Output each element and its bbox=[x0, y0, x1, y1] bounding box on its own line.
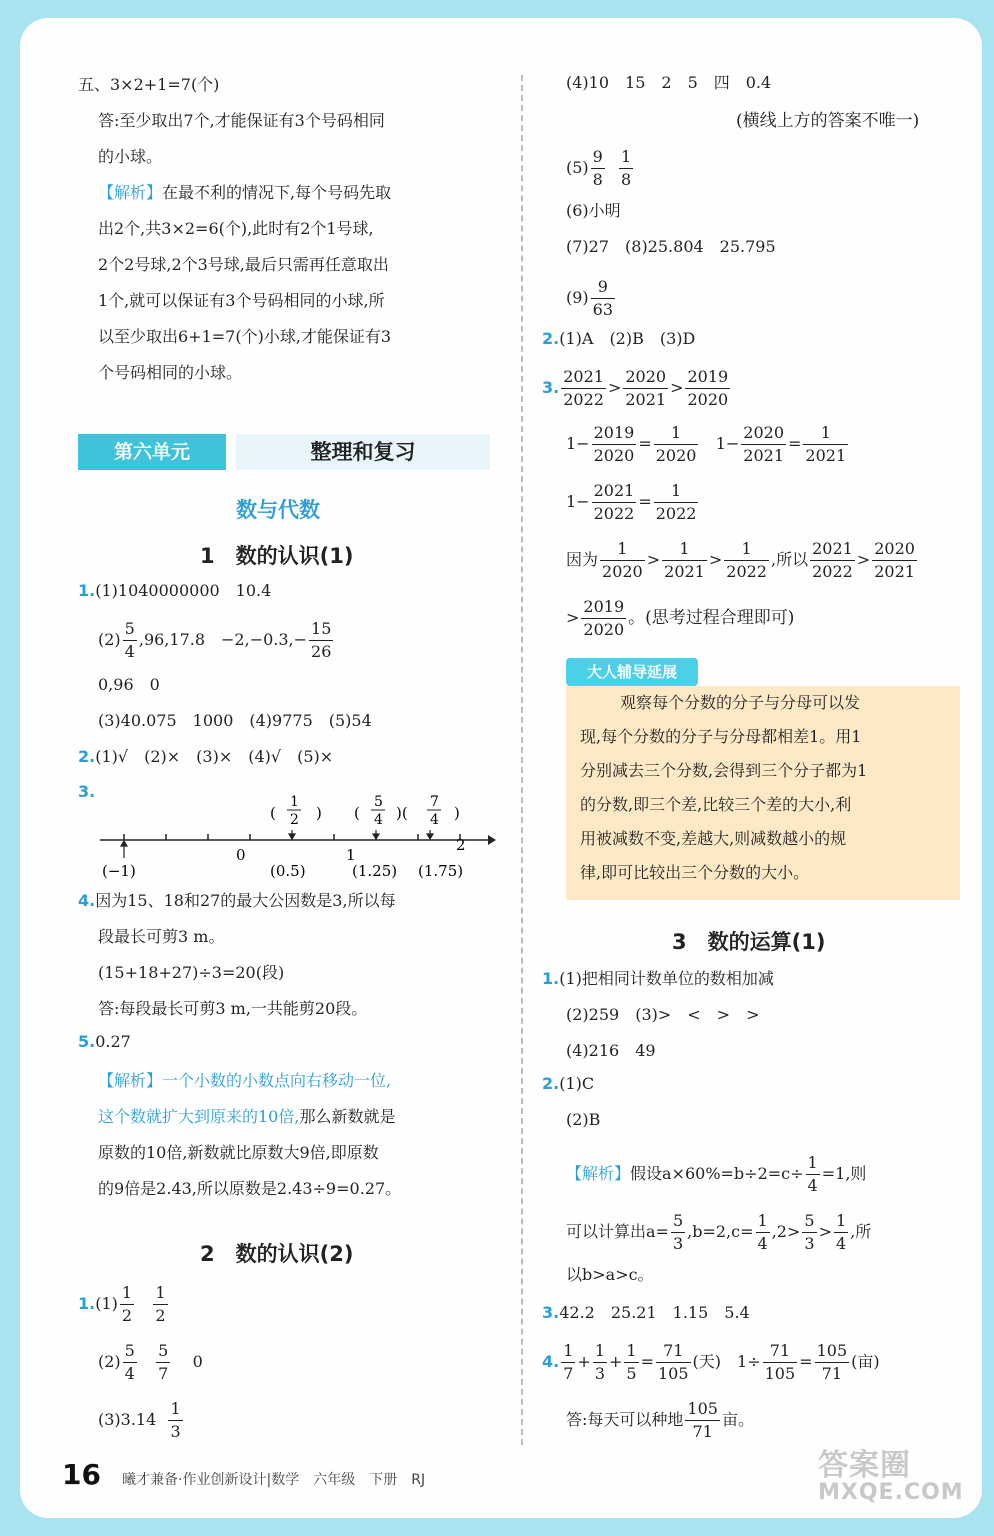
l3-q2-text1: (1)C bbox=[559, 1074, 595, 1093]
fraction-1-2-b: $\frac{1}{2}$ bbox=[155, 1283, 166, 1325]
fraction-1-8: $\frac{1}{8}$ bbox=[621, 147, 632, 189]
fraction-9-63: $\frac{9}{63}$ bbox=[592, 277, 614, 319]
l3-q2-analysis-line3: 以b>a>c。 bbox=[566, 1265, 654, 1284]
fraction-15-26: $\frac{15}{26}$ bbox=[311, 619, 332, 661]
number-line-arrow bbox=[488, 835, 496, 845]
l3-q1-text1: (1)把相同计数单位的数相加减 bbox=[559, 969, 774, 988]
l3-q2-analysis-line2: 可以计算出a= $\frac{5}{3}$ ,b=2,c= $\frac{1}{4}$ ,2> $\frac{5}{3}$ > $\frac{1}{4}$ ,所 bbox=[566, 1211, 872, 1253]
q5-answer-line1: 答:至少取出7个,才能保证有3个号码相同 bbox=[98, 111, 385, 130]
l1-q5 bbox=[78, 1032, 131, 1051]
r-q3-line5: > $\frac{2019}{2020}$ 。(思考过程合理即可) bbox=[566, 597, 795, 639]
l2-q1-label1: (1) bbox=[95, 1294, 118, 1313]
r-q3-line4: 因为 $\frac{1}{2020}$ > $\frac{1}{2021}$ > $\frac{1}{2022}$ ,所以 $\frac{2021}{2022}$ > $\frac{2020}{2021}$ bbox=[566, 539, 915, 581]
l1-q5-analysis-text2b: 那么新数就是 bbox=[299, 1107, 396, 1126]
q5-analysis-text1: 在最不利的情况下,每个号码先取 bbox=[162, 183, 392, 202]
l2-q1-label3: (3)3.14̇ bbox=[98, 1410, 157, 1429]
above-den-3: 4 bbox=[430, 812, 439, 828]
l3-q2-analysis-line1: 【解析】假设a×60%=b÷2=c÷ $\frac{1}{4}$ =1,则 bbox=[566, 1153, 867, 1195]
above-paren-right-1: ) bbox=[316, 804, 322, 822]
question-number: 1. bbox=[78, 1294, 96, 1313]
l1-q3 bbox=[78, 782, 95, 801]
r-q6: (6)小明 bbox=[566, 201, 621, 220]
lesson1-title: 1 数的认识(1) bbox=[200, 544, 354, 568]
r-q3-line3: 1− $\frac{2021}{2022}$ = $\frac{1}{2022}$ bbox=[566, 481, 697, 523]
fraction-5-7: $\frac{5}{7}$ bbox=[158, 1341, 169, 1383]
number-line bbox=[96, 788, 496, 888]
question-number: 4. bbox=[542, 1352, 560, 1371]
question-number: 2. bbox=[78, 747, 96, 766]
below-label-neg1: (−1) bbox=[102, 862, 136, 880]
above-paren-right-3: ) bbox=[454, 804, 460, 822]
analysis-label: 【解析】 bbox=[98, 1071, 163, 1090]
tip-line2: 现,每个分数的分子与分母都相差1。用1 bbox=[580, 727, 862, 746]
unit-tab: 第六单元 bbox=[78, 434, 226, 470]
l3-q4-line1: 4. $\frac{1}{7}$ + $\frac{1}{3}$ + $\frac{1}{5}$ = $\frac{71}{105}$ (天) 1÷ $\frac{71}{105}$ = $\frac{105}{71}$ (亩) bbox=[542, 1341, 880, 1383]
watermark-cn: 答案圈 bbox=[818, 1448, 911, 1483]
l1-q4-text1: 因为15、18和27的最大公因数是3,所以每 bbox=[95, 891, 396, 910]
l1-q4-line4: 答:每段最长可剪3 m,一共能剪20段。 bbox=[98, 999, 368, 1018]
l1-q1-text1: (1)1040000000 10.4 bbox=[95, 581, 272, 600]
lesson2-title: 2 数的认识(2) bbox=[200, 1242, 354, 1266]
l2-q1-line3 bbox=[98, 1398, 185, 1443]
above-num-3: 7 bbox=[430, 794, 439, 810]
above-den-2: 4 bbox=[374, 812, 383, 828]
q5-analysis-line3: 2个2号球,2个3号球,最后只需再任意取出 bbox=[98, 255, 389, 274]
q5-analysis-line6: 个号码相同的小球。 bbox=[98, 363, 243, 382]
q5-analysis-line2: 出2个,共3×2=6(个),此时有2个1号球, bbox=[98, 219, 374, 238]
l1-q5-analysis-text2a: 这个数就扩大到原来的10倍, bbox=[98, 1107, 300, 1126]
footer-text: 曦才兼备·作业创新设计|数学 六年级 下册 RJ bbox=[122, 1472, 426, 1488]
q5-title: 五、3×2+1=7(个) bbox=[78, 75, 220, 94]
r-q3-line1: 3. $\frac{2021}{2022}$ > $\frac{2020}{2021}$ > $\frac{2019}{2020}$ bbox=[542, 367, 729, 409]
l3-q2-line2: (2)B bbox=[566, 1110, 601, 1129]
question-number: 3. bbox=[542, 1303, 560, 1322]
section-title: 数与代数 bbox=[236, 498, 320, 522]
l3-q4-answer: 答:每天可以种地 $\frac{105}{71}$ 亩。 bbox=[566, 1399, 754, 1441]
page-number: 16 bbox=[62, 1458, 101, 1491]
analysis-label: 【解析】 bbox=[98, 183, 163, 202]
l1-q2-text: (1)√ (2)× (3)× (4)√ (5)× bbox=[95, 747, 334, 766]
r-q5-label: (5) bbox=[566, 158, 589, 177]
fraction-2021-2022: $\frac{2021}{2022}$ bbox=[563, 367, 604, 409]
r-q4-note: (横线上方的答案不唯一) bbox=[736, 111, 920, 131]
fraction-2020-2021: $\frac{2020}{2021}$ bbox=[625, 367, 667, 409]
l2-q1-zero: 0 bbox=[192, 1352, 203, 1371]
tip-box bbox=[566, 686, 960, 900]
above-num-1: 1 bbox=[290, 794, 299, 810]
q5-answer-line2: 的小球。 bbox=[98, 147, 163, 166]
question-number: 3. bbox=[78, 782, 96, 801]
l3-q1-line3: (4)216 49 bbox=[566, 1041, 656, 1060]
below-label-1-75: (1.75) bbox=[418, 862, 464, 880]
l3-q3 bbox=[542, 1300, 750, 1323]
r-q9 bbox=[566, 276, 617, 321]
fraction-1-3: $\frac{1}{3}$ bbox=[170, 1399, 181, 1441]
above-num-2: 5 bbox=[374, 794, 383, 810]
tip-tag: 大人辅导延展 bbox=[566, 658, 698, 686]
l3-q1-line1 bbox=[542, 966, 774, 989]
l1-q5-analysis-line2 bbox=[98, 1104, 395, 1127]
q5-analysis-line5: 以至少取出6+1=7(个)小球,才能保证有3 bbox=[98, 327, 392, 346]
l3-q3-text: 42.2 25.21 1.15 5.4 bbox=[559, 1303, 750, 1322]
r-q2 bbox=[542, 326, 695, 349]
l1-q5-analysis-line1 bbox=[98, 1068, 391, 1091]
fraction-1-2-a: $\frac{1}{2}$ bbox=[121, 1283, 133, 1325]
tip-line4: 的分数,即三个差,比较三个差的大小,利 bbox=[580, 795, 852, 814]
lesson3-title: 3 数的运算(1) bbox=[672, 930, 826, 954]
l1-q4-line3: (15+18+27)÷3=20(段) bbox=[98, 963, 285, 982]
above-den-1: 2 bbox=[290, 812, 299, 828]
l1-q2 bbox=[78, 744, 333, 767]
r-q4: (4)10 15 2 5 四 0.4 bbox=[566, 73, 772, 92]
l2-q1-label2: (2) bbox=[98, 1352, 121, 1371]
column-divider bbox=[521, 75, 523, 1445]
question-number: 2. bbox=[542, 329, 560, 348]
l1-q4-line1 bbox=[78, 888, 396, 911]
above-paren-left-2: ( bbox=[354, 804, 360, 822]
question-number: 2. bbox=[542, 1074, 560, 1093]
question-number: 1. bbox=[78, 581, 96, 600]
watermark-url: MXQE.COM bbox=[818, 1480, 964, 1505]
l3-q1-line2: (2)259 (3)> < > > bbox=[566, 1005, 760, 1024]
r-q7-8: (7)27 (8)25.804 25.795 bbox=[566, 237, 776, 256]
l1-q1-line1 bbox=[78, 578, 271, 601]
fraction-9-8: $\frac{9}{8}$ bbox=[592, 147, 603, 189]
l1-q5-analysis-text1: 一个小数的小数点向右移动一位, bbox=[162, 1071, 392, 1090]
question-number: 4. bbox=[78, 891, 96, 910]
question-number: 5. bbox=[78, 1032, 96, 1051]
question-number: 3. bbox=[542, 378, 560, 397]
l2-q1-line2 bbox=[98, 1340, 203, 1385]
q5-analysis-line1 bbox=[98, 180, 391, 203]
tip-line6: 律,即可比较出三个分数的大小。 bbox=[580, 863, 810, 882]
fraction-5-4: $\frac{5}{4}$ bbox=[124, 619, 135, 661]
l1-q4-line2: 段最长可剪3 m。 bbox=[98, 927, 225, 946]
l1-q1-text2: ,96,17.8 −2,−0.3,− bbox=[138, 630, 308, 649]
watermark bbox=[818, 1440, 964, 1505]
tick-label-zero: 0 bbox=[236, 846, 246, 864]
tip-line3: 分别减去三个分数,会得到三个分子都为1 bbox=[580, 761, 868, 780]
below-label-1-25: (1.25) bbox=[352, 862, 398, 880]
footer bbox=[62, 1458, 425, 1491]
r-q3-note: 。(思考过程合理即可) bbox=[628, 608, 795, 628]
above-paren-left-1: ( bbox=[270, 804, 276, 822]
unit-title: 整理和复习 bbox=[236, 434, 490, 470]
tick-label-two: 2 bbox=[456, 836, 466, 854]
q5-analysis-line4: 1个,就可以保证有3个号码相同的小球,所 bbox=[98, 291, 385, 310]
fraction-2019-2020: $\frac{2019}{2020}$ bbox=[687, 367, 729, 409]
l1-q1-line3: 0,96 0 bbox=[98, 675, 160, 694]
fraction-5-4-b: $\frac{5}{4}$ bbox=[124, 1341, 135, 1383]
l1-q5-analysis-line3: 原数的10倍,新数就比原数大9倍,即原数 bbox=[98, 1143, 379, 1162]
r-q3-line2: 1− $\frac{2019}{2020}$ = $\frac{1}{2020}$ 1− $\frac{2020}{2021}$ = $\frac{1}{2021}$ bbox=[566, 423, 847, 465]
l1-q1-label2: (2) bbox=[98, 630, 121, 649]
r-q5 bbox=[566, 146, 635, 191]
tip-line1: 观察每个分数的分子与分母可以发 bbox=[620, 693, 861, 712]
l1-q1-line4: (3)40.075 1000 (4)9775 (5)54 bbox=[98, 711, 372, 730]
number-line-markers bbox=[121, 830, 433, 858]
l1-q1-line2 bbox=[98, 618, 335, 663]
r-q9-label: (9) bbox=[566, 288, 589, 307]
l1-q5-answer: 0.27 bbox=[95, 1032, 131, 1051]
l2-q1-line1 bbox=[78, 1282, 170, 1327]
r-q2-text: (1)A (2)B (3)D bbox=[559, 329, 696, 348]
analysis-label: 【解析】 bbox=[566, 1164, 631, 1183]
tip-line5: 用被减数不变,差越大,则减数越小的规 bbox=[580, 829, 847, 848]
l3-q2-line1 bbox=[542, 1074, 594, 1093]
l1-q5-analysis-line4: 的9倍是2.43,所以原数是2.43÷9=0.27。 bbox=[98, 1179, 402, 1198]
below-label-0-5: (0.5) bbox=[270, 862, 306, 880]
above-paren-right-2: )( bbox=[396, 804, 408, 822]
question-number: 1. bbox=[542, 969, 560, 988]
tick-label-one: 1 bbox=[346, 846, 356, 864]
